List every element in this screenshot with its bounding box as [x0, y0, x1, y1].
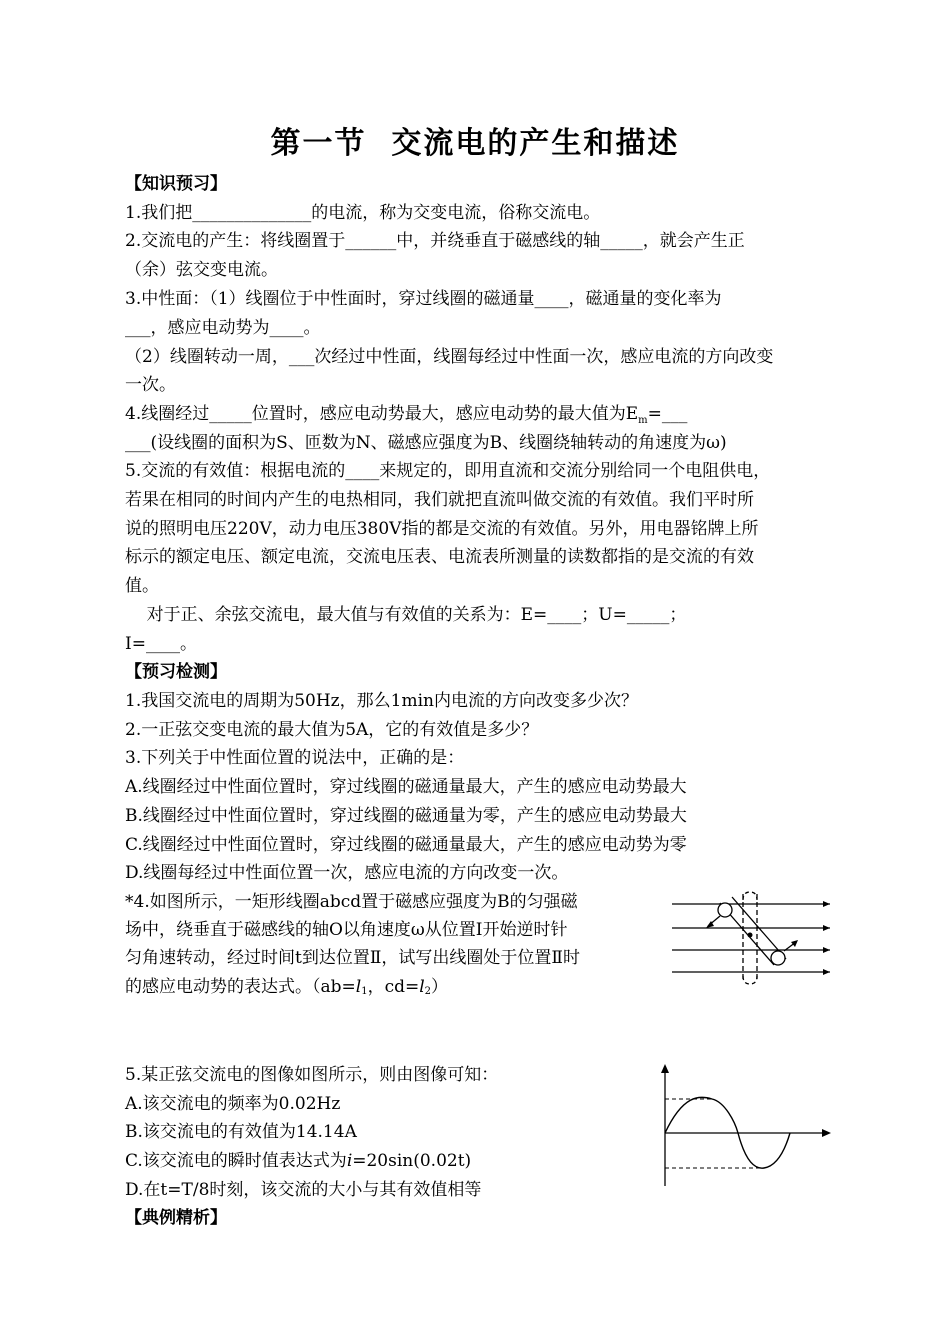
section-heading-preview: 【知识预习】	[125, 174, 227, 194]
field-arrowhead-3	[823, 947, 830, 953]
q5-option-b: B.该交流电的有效值为14.14A	[125, 1122, 357, 1142]
preview-line-10: 5.交流的有效值：根据电流的____来规定的，即用直流和交流分别给同一个电阻供电，	[125, 461, 771, 481]
coil-end-a	[718, 903, 732, 917]
preview-line-5: ___，感应电动势为____。	[125, 318, 321, 338]
preview-line-13: 标示的额定电压、额定电流，交流电压表、电流表所测量的读数都指的是交流的有效	[125, 547, 754, 567]
check-line-3: 3.下列关于中性面位置的说法中，正确的是：	[125, 748, 465, 768]
preview-line-4: 3.中性面：（1）线圈位于中性面时，穿过线圈的磁通量____，磁通量的变化率为	[125, 289, 722, 309]
check-option-c: C.线圈经过中性面位置时，穿过线圈的磁通量最大，产生的感应电动势为零	[125, 835, 687, 855]
check-option-b: B.线圈经过中性面位置时，穿过线圈的磁通量为零，产生的感应电动势最大	[125, 806, 687, 826]
preview-line-12: 说的照明电压220V，动力电压380V指的都是交流的有效值。另外，用电器铭牌上所	[125, 519, 759, 539]
preview-line-11: 若果在相同的时间内产生的电热相同，我们就把直流叫做交流的有效值。我们平时所	[125, 490, 754, 510]
q5-line-1: 5.某正弦交流电的图像如图所示，则由图像可知：	[125, 1065, 499, 1085]
rotating-coil-figure	[668, 888, 840, 988]
preview-line-8	[125, 403, 687, 432]
section-heading-examples: 【典例精析】	[125, 1208, 227, 1228]
preview-line-3: （余）弦交变电流。	[125, 260, 278, 280]
q4-line-1: *4.如图所示，一矩形线圈abcd置于磁感应强度为B的匀强磁	[125, 892, 578, 912]
q4-line-2: 场中，绕垂直于磁感线的轴O以角速度ω从位置Ⅰ开始逆时针	[125, 920, 568, 940]
check-option-a: A.线圈经过中性面位置时，穿过线圈的磁通量最大，产生的感应电动势最大	[125, 777, 687, 797]
axis-top-cap	[743, 892, 757, 900]
em-subscript: m	[638, 415, 648, 426]
check-line-2: 2.一正弦交变电流的最大值为5A，它的有效值是多少？	[125, 720, 539, 740]
em-text: 4.线圈经过_____位置时，感应电动势最大，感应电动势的最大值为E	[125, 404, 639, 424]
coil-end-b	[771, 951, 785, 965]
q5-option-a: A.该交流电的频率为0.02Hz	[125, 1094, 341, 1114]
field-arrowhead-2	[823, 925, 830, 931]
q4-line-3: 匀角速转动，经过时间t到达位置Ⅱ，试写出线圈处于位置Ⅱ时	[125, 948, 580, 968]
q4-line-4: 的感应电动势的表达式。（$ab=l_1$，$cd=l_2$）	[125, 977, 449, 997]
preview-line-9: ___(设线圈的面积为S、匝数为N、磁感应强度为B、线圈绕轴转动的角速度为ω)	[125, 433, 727, 453]
x-axis-arrowhead	[822, 1129, 831, 1137]
axis-point-o	[748, 933, 753, 938]
preview-line-14: 值。	[125, 576, 159, 596]
preview-line-6: （2）线圈转动一周，___次经过中性面，线圈每经过中性面一次，感应电流的方向改变	[125, 347, 774, 367]
axis-bottom-cap	[743, 976, 757, 984]
preview-line-2: 2.交流电的产生：将线圈置于______中，并绕垂直于磁感线的轴_____，就会产生正	[125, 231, 745, 251]
check-option-d: D.线圈每经过中性面位置一次，感应电流的方向改变一次。	[125, 863, 569, 883]
sine-wave-figure	[655, 1062, 835, 1190]
check-line-1: 1.我国交流电的周期为50Hz，那么1min内电流的方向改变多少次？	[125, 691, 638, 711]
field-arrowhead-1	[823, 901, 830, 907]
section-heading-check: 【预习检测】	[125, 662, 227, 682]
page-title: 第一节 交流电的产生和描述	[270, 126, 680, 161]
y-axis-arrowhead	[661, 1064, 669, 1073]
q5-option-c: C.该交流电的瞬时值表达式为i=20sin(0.02t)	[125, 1151, 472, 1171]
em-tail: =___	[647, 404, 688, 424]
preview-line-1: 1.我们把______________的电流，称为交变电流，俗称交流电。	[125, 203, 601, 223]
preview-line-15: 对于正、余弦交流电，最大值与有效值的关系为：E=____；U=_____；	[125, 605, 687, 625]
field-arrowhead-4	[823, 969, 830, 975]
q5-option-d: D.在t=T/8时刻，该交流的大小与其有效值相等	[125, 1180, 482, 1200]
preview-line-16: I=____。	[125, 634, 197, 654]
velocity-arrowhead-right	[791, 940, 798, 947]
preview-line-7: 一次。	[125, 375, 176, 395]
